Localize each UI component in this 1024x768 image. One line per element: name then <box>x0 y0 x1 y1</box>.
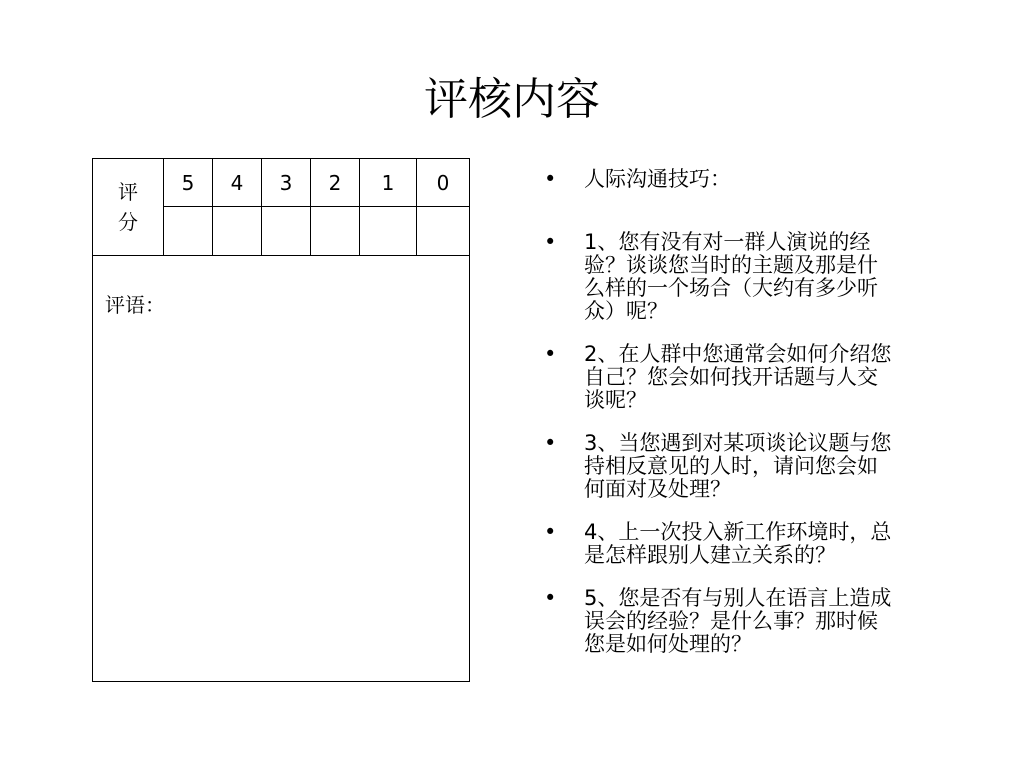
question-list <box>542 168 892 676</box>
score-4: 4 <box>213 159 262 207</box>
score-box-3[interactable] <box>262 207 311 256</box>
score-5: 5 <box>164 159 213 207</box>
score-label-text: 评 分 <box>118 180 138 234</box>
score-grid <box>93 159 469 256</box>
score-0: 0 <box>417 159 470 207</box>
question-item: • 5、您是否有与别人在语言上造成误会的经验？是什么事？那时候您是如何处理的？ <box>542 587 892 656</box>
page-title: 评核内容 <box>424 74 600 125</box>
comment-label: 评语： <box>105 293 165 317</box>
score-2: 2 <box>311 159 360 207</box>
score-3: 3 <box>262 159 311 207</box>
question-item: • 3、当您遇到对某项谈论议题与您持相反意见的人时，请问您会如何面对及处理？ <box>542 432 892 501</box>
question-item: • 2、在人群中您通常会如何介绍您自己？您会如何找开话题与人交谈呢？ <box>542 343 892 412</box>
question-item: • 1、您有没有对一群人演说的经验？谈谈您当时的主题及那是什么样的一个场合（大约有多少听众）呢？ <box>542 231 892 323</box>
score-box-1[interactable] <box>360 207 417 256</box>
score-label <box>93 159 164 256</box>
score-box-2[interactable] <box>311 207 360 256</box>
score-1: 1 <box>360 159 417 207</box>
evaluation-table <box>92 158 470 682</box>
score-box-0[interactable] <box>417 207 470 256</box>
question-item: • 4、上一次投入新工作环境时，总是怎样跟别人建立关系的？ <box>542 521 892 567</box>
question-heading: • 人际沟通技巧： <box>542 168 892 191</box>
score-box-5[interactable] <box>164 207 213 256</box>
score-box-4[interactable] <box>213 207 262 256</box>
